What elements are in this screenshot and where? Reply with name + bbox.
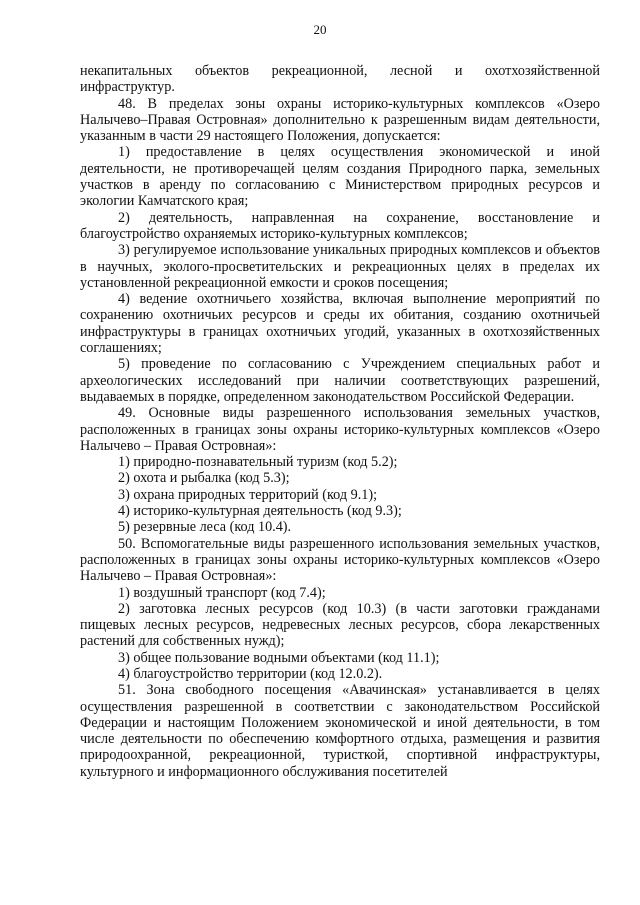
paragraph: 3) охрана природных территорий (код 9.1); [118,486,378,503]
paragraph: 3) общее пользование водными объектами (код 11.1); [118,649,440,666]
paragraph: 4) благоустройство территории (код 12.0.2). [118,665,383,682]
paragraph: 50. Вспомогательные виды разрешенного использования земельных участков, расположенных в границах зоны охраны историко-культурных комплексов «Озеро Налычево – Правая Островная»: [80,535,600,585]
paragraph: 5) проведение по согласованию с Учреждением специальных работ и археологических исследований при наличии соответствующих разрешений, выдаваемых в порядке, определенном законодательством Российской Федерации. [80,356,600,405]
paragraph: 5) резервные леса (код 10.4). [118,519,292,536]
paragraph: 4) ведение охотничьего хозяйства, включая выполнение мероприятий по сохранению охотничьих ресурсов и среды их обитания, созданию охотничьей инфраструктуры в границах охотничьих угодий, указанных в охотхозяйственных соглашениях; [80,291,600,357]
paragraph: 3) регулируемое использование уникальных природных комплексов и объектов в научных, эколого-просветительских и рекреационных целях в пределах их установленной рекреационной емкости и сроков посещения; [80,242,600,291]
paragraph: 2) охота и рыбалка (код 5.3); [118,470,290,487]
paragraph: 1) воздушный транспорт (код 7.4); [118,584,326,601]
page-number: 20 [313,22,327,37]
document-body [80,63,600,780]
paragraph: некапитальных объектов рекреационной, лесной и охотхозяйственной инфраструктур. [80,63,600,96]
paragraph: 51. Зона свободного посещения «Авачинская» устанавливается в целях осуществления разрешенной в соответствии с законодательством Российской Федерации и настоящим Положением экономической и иной деятельности, в том числе деятельности по обеспечению комфортного отдыха, размещения и развития природоохранной, рекреационной, туристкой, спортивной инфраструктуры, культурного и информационного обслуживания посетителей [80,682,600,780]
paragraph: 1) природно-познавательный туризм (код 5.2); [118,454,398,471]
paragraph: 49. Основные виды разрешенного использования земельных участков, расположенных в границах зоны охраны историко-культурных комплексов «Озеро Налычево – Правая Островная»: [80,405,600,454]
paragraph: 48. В пределах зоны охраны историко-культурных комплексов «Озеро Налычево–Правая Островная» дополнительно к разрешенным видам деятельности, указанным в части 29 настоящего Положения, допускается: [80,95,600,145]
paragraph: 2) деятельность, направленная на сохранение, восстановление и благоустройство охраняемых историко-культурных комплексов; [80,209,600,242]
paragraph: 2) заготовка лесных ресурсов (код 10.3) (в части заготовки гражданами пищевых лесных ресурсов, недревесных лесных ресурсов, сбора лекарственных растений для собственных нужд); [80,600,600,650]
paragraph: 4) историко-культурная деятельность (код 9.3); [118,503,402,520]
paragraph: 1) предоставление в целях осуществления экономической и иной деятельности, не противоречащей целям создания Природного парка, земельных участков в аренду по согласованию с Министерством природных ресурсов и экологии Камчатского края; [80,144,600,210]
